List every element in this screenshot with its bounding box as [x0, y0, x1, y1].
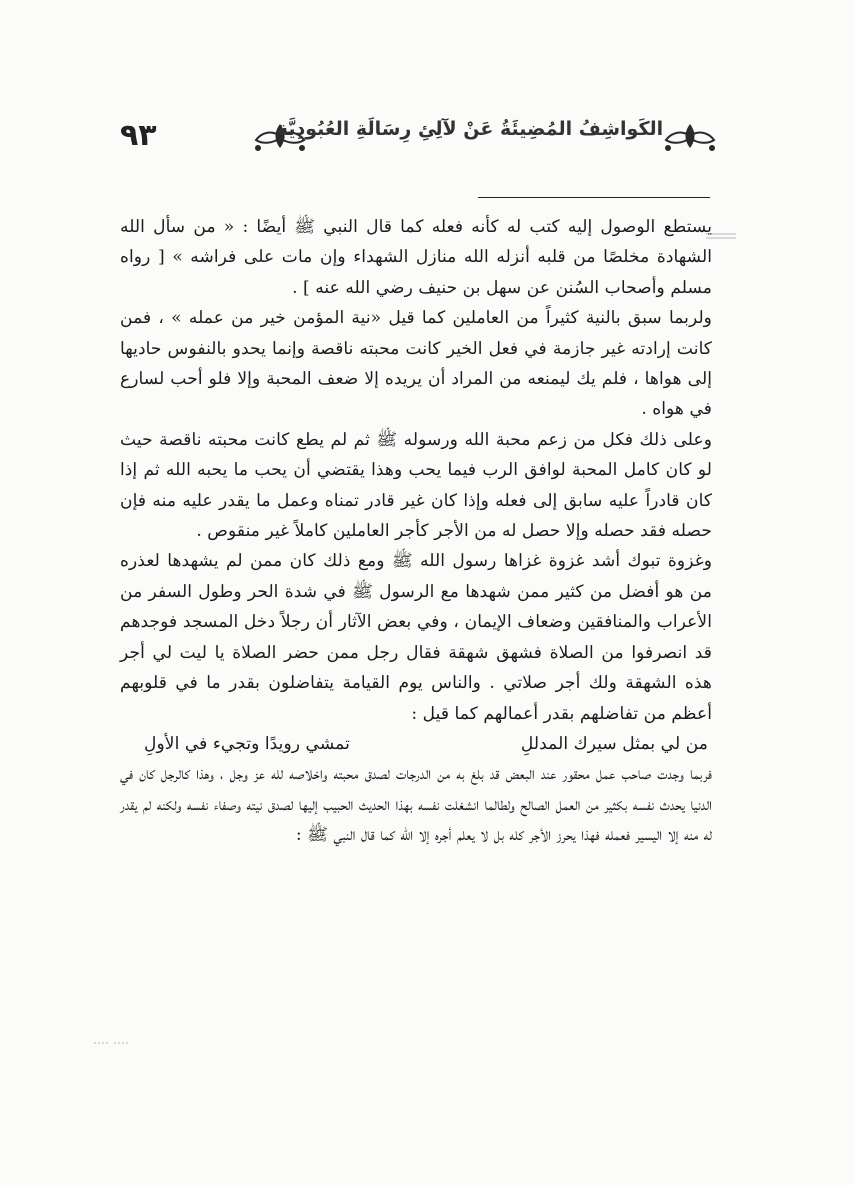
poetry-verse [120, 729, 712, 759]
running-title: الكَواشِفُ المُضِيئَةُ عَنْ لآلِئِ رِسَالَةِ العُبُودِيَّةِ [276, 118, 664, 140]
body-text [120, 212, 712, 851]
paragraph: وغزوة تبوك أشد غزوة غزاها رسول الله ﷺ ومع ذلك كان ممن لم يشهدها لعذره من هو أفضل من كثير ممن شهدها مع الرسول ﷺ في شدة الحر وطول السفر من الأعراب والمنافقين وضعاف الإيمان ، وفي بعض الآثار أن رجلاً دخل المسجد فوجدهم قد انصرفوا من الصلاة فشهق شهقة فقال رجل ممن حضر الصلاة يا ليت لي أجر هذه الشهقة ولك أجر صلاتي . والناس يوم القيامة يتفاضلون بقدر ما في قلوبهم أعظم من تفاضلهم بقدر أعمالهم كما قيل : [120, 551, 712, 724]
paragraph: ولربما سبق بالنية كثيراً من العاملين كما قيل «نية المؤمن خير من عمله » ، فمن كانت إرادته غير جازمة في فعل الخير كانت محبته ناقصة وإنما يحدو بالنفوس حاديها إلى هواها ، فلم يك ليمنعه من المراد أن يريده إلا ضعف المحبة وإلا فلو أحب لسارع في هواه . [120, 308, 712, 420]
page-header [120, 118, 720, 168]
margin-mark [94, 1039, 130, 1047]
header-divider [478, 197, 710, 198]
paragraph: فربما وجدت صاحب عمل محقور عند البعض قد بلغ به من الدرجات لصدق محبته واخلاصه لله عز وجل ، وهذا كالرجل كان في الدنيا يحدث نفسه بكثير من العمل الصالح ولطالما انشغلت نفسه بهذا الحديث الحبيب إليها لصدق نيته وصفاء نفسه ولكنه لم يقدر له منه إلا اليسير فعمله فهذا يحرز الأجر كله بل لا يعلم أجره إلا الله كما قال النبي ﷺ : [120, 764, 712, 846]
floral-ornament-icon [660, 120, 720, 154]
page-number: ٩٣ [120, 118, 157, 153]
paragraph: يستطع الوصول إليه كتب له كأنه فعله كما قال النبي ﷺ أيضًا : « من سأل الله الشهادة مخلصًا من قلبه أنزله الله منازل الشهداء وإن مات على فراشه » [ رواه مسلم وأصحاب السُنن عن سهل بن حنيف رضي الله عنه ] . [120, 217, 712, 298]
paragraph: وعلى ذلك فكل من زعم محبة الله ورسوله ﷺ ثم لم يطع كانت محبته ناقصة حيث لو كان كامل المحبة لوافق الرب فيما يحب وهذا يقتضي أن يحب ما يحبه الله ثم إذا كان قادراً عليه سابق إلى فعله وإذا كان غير قادر تمناه وعمل ما يقدر عليه منه فإن حصله فقد حصله وإلا حصل له من الأجر كأجر العاملين كاملاً غير منقوص . [120, 429, 712, 542]
verse-second-hemistich: تمشي رويدًا وتجيء في الأولِ [144, 733, 350, 754]
verse-first-hemistich: من لي بمثل سيرك المدللِ [520, 733, 708, 754]
